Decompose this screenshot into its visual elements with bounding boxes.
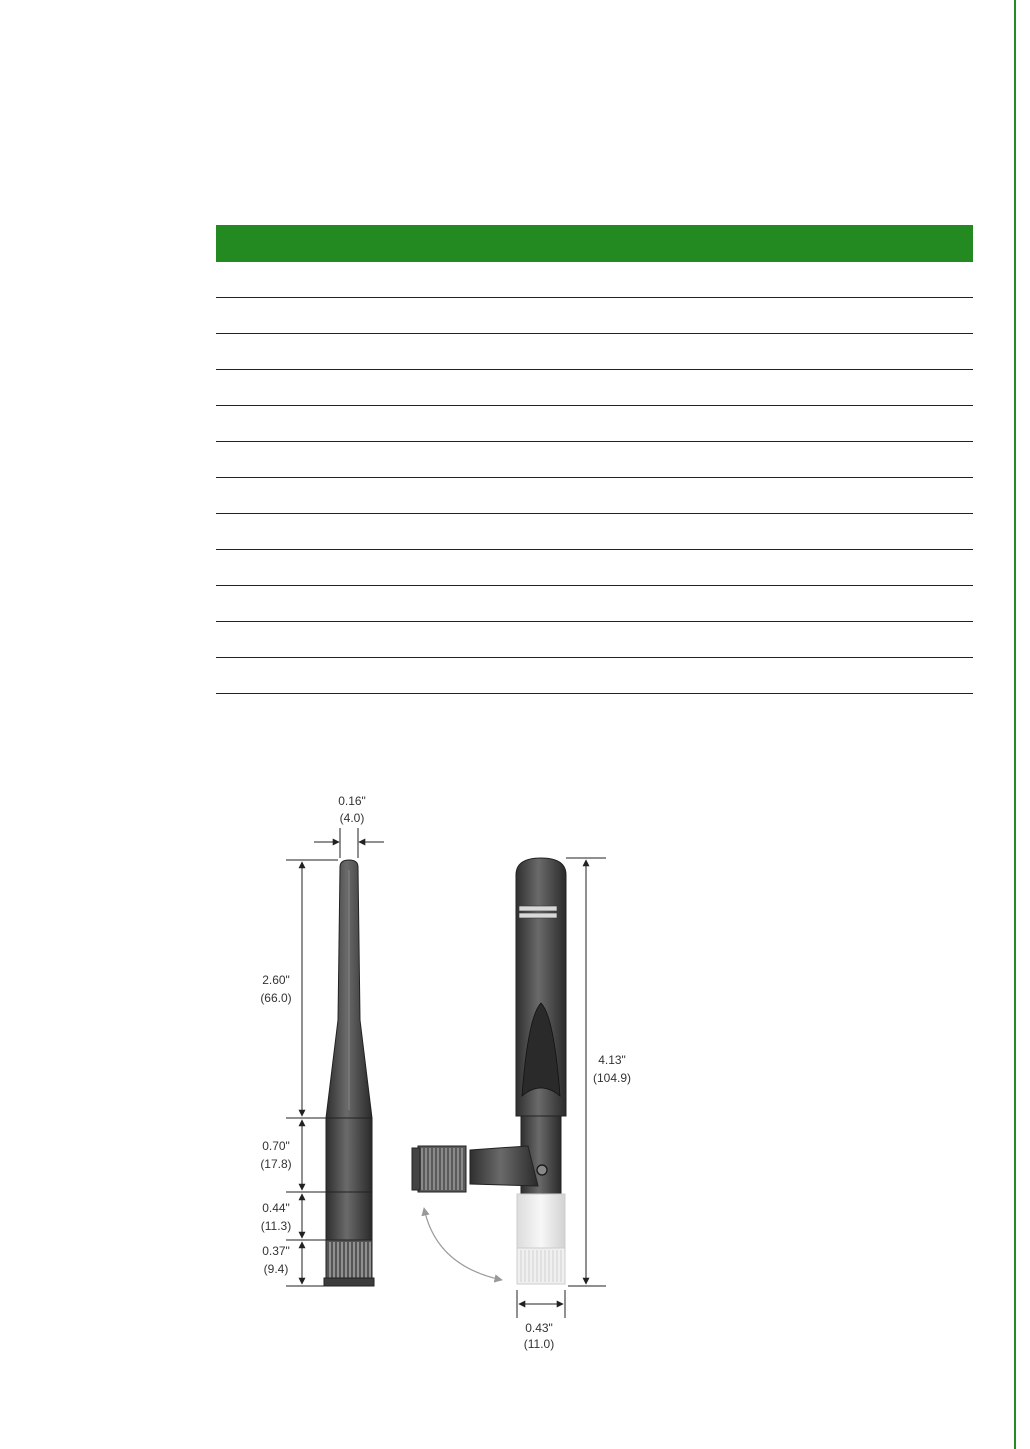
page-edge-bar (1014, 0, 1016, 1449)
spec-table-cell-label (216, 586, 595, 621)
spec-table-row (216, 262, 973, 298)
spec-table-cell-label (216, 550, 595, 585)
spec-table-cell-value (595, 442, 974, 477)
spec-table-cell-value (595, 586, 974, 621)
spec-table-cell-value (595, 514, 974, 549)
spec-table-row (216, 586, 973, 622)
spec-table-cell-label (216, 658, 595, 693)
spec-table (216, 225, 973, 694)
antenna-articulated-view (412, 858, 566, 1284)
dim-hinge-len-in: 0.44" (262, 1201, 290, 1215)
spec-table-cell-value (595, 622, 974, 657)
spec-table-row (216, 298, 973, 334)
dim-base-width-mm: (11.0) (523, 1337, 555, 1351)
spec-table-row (216, 658, 973, 694)
dim-base-width-in: 0.43" (525, 1321, 553, 1335)
spec-table-cell-value (595, 334, 974, 369)
spec-table-cell-label (216, 478, 595, 513)
dim-sleeve-len-mm: (17.8) (260, 1157, 292, 1171)
dim-whip-len-in: 2.60" (262, 973, 290, 987)
spec-table-header (216, 225, 973, 262)
spec-table-cell-label (216, 334, 595, 369)
spec-table-row (216, 550, 973, 586)
dim-total-len-mm: (104.9) (592, 1071, 632, 1085)
spec-table-cell-value (595, 406, 974, 441)
spec-table-cell-label (216, 514, 595, 549)
spec-table-cell-label (216, 406, 595, 441)
spec-table-cell-value (595, 370, 974, 405)
spec-table-cell-value (595, 262, 974, 297)
spec-table-cell-value (595, 550, 974, 585)
spec-table-body (216, 262, 973, 694)
spec-table-cell-value (595, 298, 974, 333)
spec-table-cell-label (216, 370, 595, 405)
spec-table-row (216, 442, 973, 478)
dim-tip-width-mm: (4.0) (339, 811, 365, 825)
spec-table-cell-label (216, 262, 595, 297)
spec-table-cell-label (216, 622, 595, 657)
spec-table-row (216, 334, 973, 370)
dim-connector-len-in: 0.37" (262, 1244, 290, 1258)
dim-base-width (517, 1290, 565, 1318)
spec-table-row (216, 622, 973, 658)
antenna-dimension-drawing (240, 780, 660, 1360)
spec-table-cell-label (216, 298, 595, 333)
spec-table-cell-label (216, 442, 595, 477)
spec-table-row (216, 370, 973, 406)
spec-table-row (216, 514, 973, 550)
dim-tip-width (314, 794, 384, 858)
spec-table-row (216, 478, 973, 514)
dim-whip-len-mm: (66.0) (260, 991, 292, 1005)
spec-table-cell-value (595, 658, 974, 693)
dim-sleeve-len-in: 0.70" (262, 1139, 290, 1153)
dim-connector-len-mm: (9.4) (263, 1262, 289, 1276)
dim-tip-width-in: 0.16" (338, 794, 366, 808)
spec-table-row (216, 406, 973, 442)
dim-total-len-in: 4.13" (598, 1053, 626, 1067)
dim-hinge-len-mm: (11.3) (260, 1219, 292, 1233)
spec-table-cell-value (595, 478, 974, 513)
antenna-straight-view (324, 860, 374, 1286)
